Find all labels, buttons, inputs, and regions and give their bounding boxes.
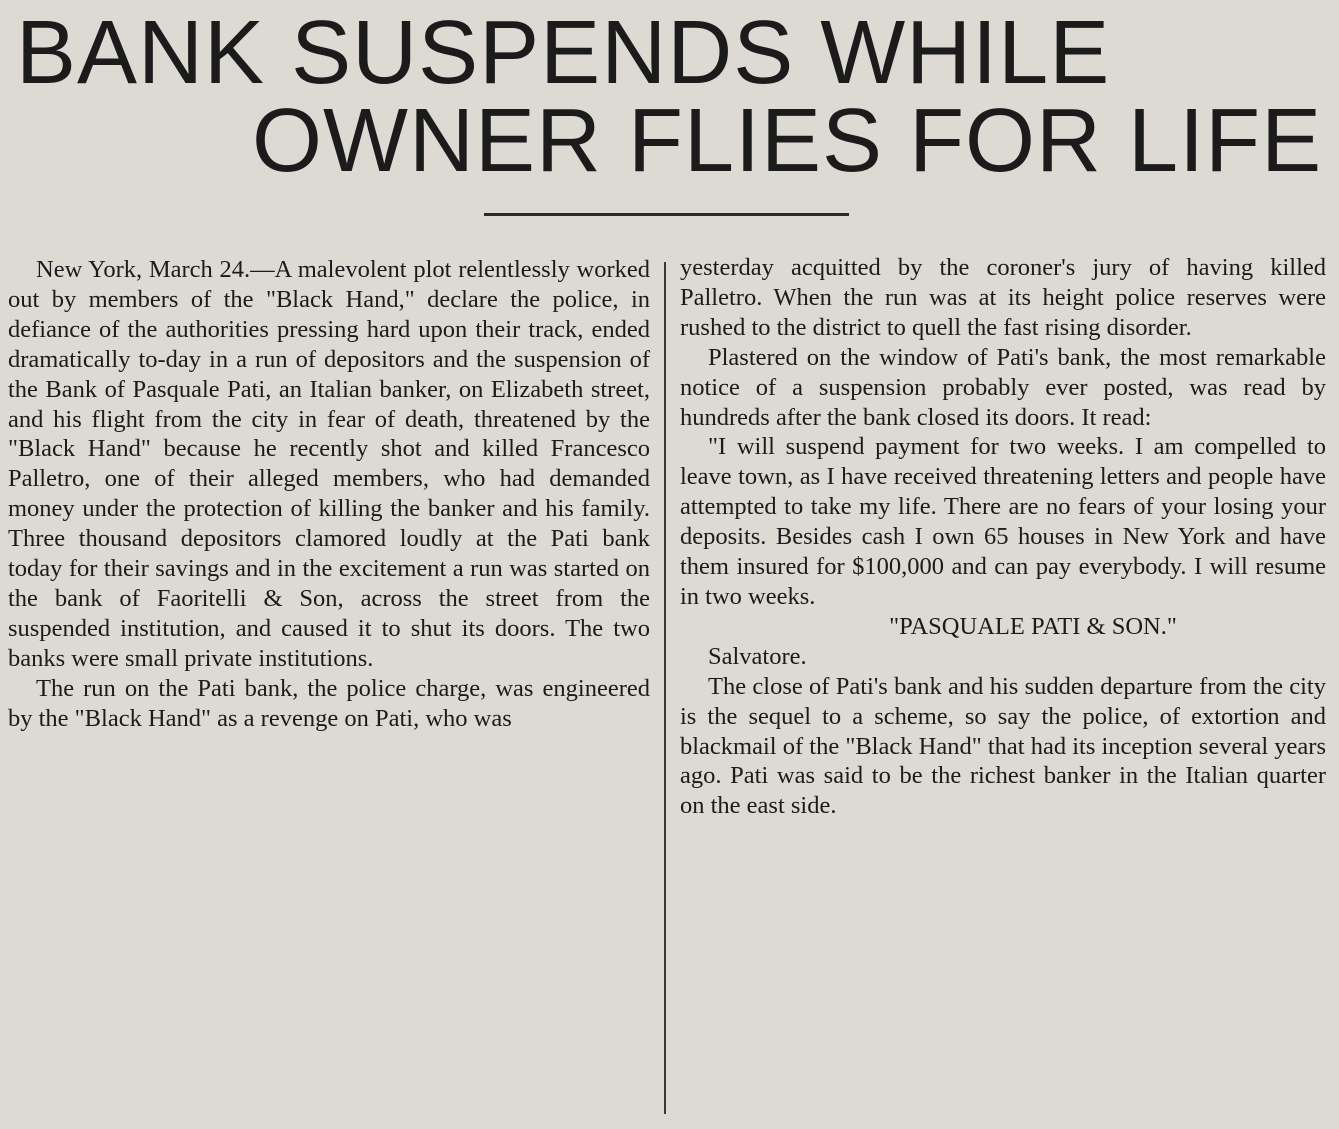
article-paragraph: Plastered on the window of Pati's bank, the most remarkable notice of a suspension probably ever posted, was read by hundreds after the bank closed its doors. It read: — [680, 343, 1326, 431]
headline-divider — [484, 213, 849, 216]
column-divider — [664, 262, 666, 1114]
article-paragraph: The close of Pati's bank and his sudden departure from the city is the sequel to a scheme, so say the police, of extortion and blackmail of the "Black Hand" that had its inception several years ago. Pati was said to be the richest banker in the Italian quarter on the east side. — [680, 672, 1326, 820]
headline-line-2: OWNER FLIES FOR LIFE — [252, 91, 1323, 191]
notice-signature: "PASQUALE PATI & SON." — [889, 612, 1177, 640]
salutation: Salvatore. — [708, 642, 807, 670]
article-paragraph: New York, March 24.—A malevolent plot relentlessly worked out by members of the "Black Hand," declare the police, in defiance of the authorities pressing hard upon their track, ended dramatically to-day in a run of depositors and the suspension of the Bank of Pasquale Pati, an Italian banker, on Elizabeth street, and his flight from the city in fear of death, threatened by the "Black Hand" because he recently shot and killed Francesco Palletro, one of their alleged members, who had demanded money under the protection of killing the banker and his family. Three thousand depositors clamored loudly at the Pati bank today for their savings and in the excitement a run was started on the bank of Faoritelli & Son, across the street from the suspended institution, and caused it to shut its doors. The two banks were small private institutions. — [8, 256, 650, 672]
article-column-right — [680, 253, 1326, 821]
bank-notice-quote: "I will suspend payment for two weeks. I am compelled to leave town, as I have received threatening letters and people have attempted to take my life. There are no fears of your losing your deposits. Besides cash I own 65 houses in New York and have them insured for $100,000 and can pay everybody. I will resume in two weeks. — [680, 433, 1326, 610]
article-paragraph: The run on the Pati bank, the police charge, was engineered by the "Black Hand" as a revenge on Pati, who was — [8, 674, 650, 732]
headline-line-1: BANK SUSPENDS WHILE — [16, 3, 1111, 103]
article-column-left — [8, 255, 650, 734]
article-paragraph: yesterday acquitted by the coroner's jury of having killed Palletro. When the run was at its height police reserves were rushed to the district to quell the fast rising disorder. — [680, 254, 1326, 341]
